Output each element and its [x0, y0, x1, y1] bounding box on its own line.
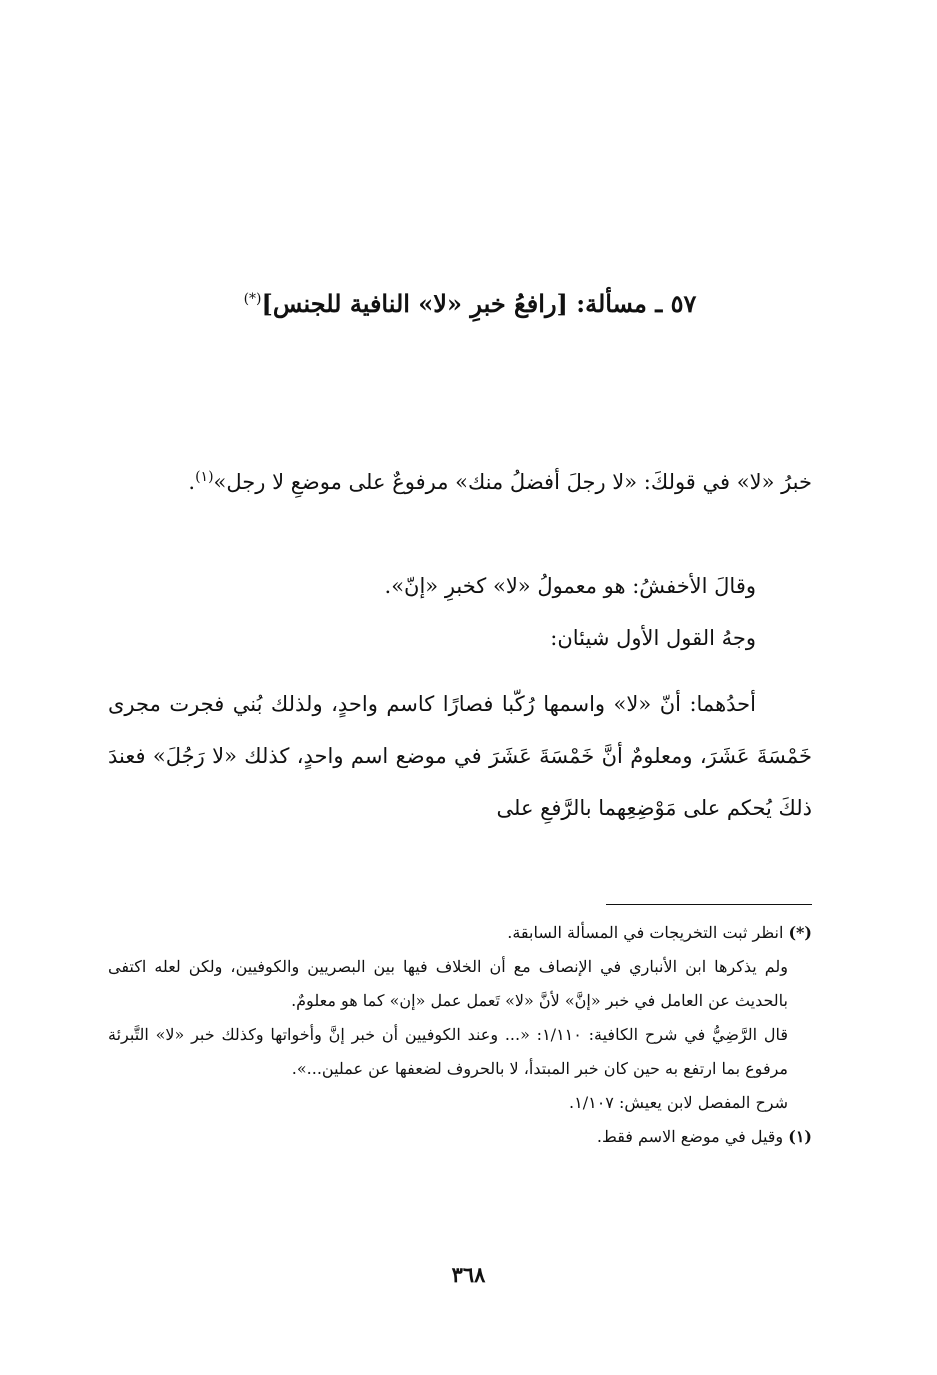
paragraph-first-view: وجهُ القول الأول شيئان: [550, 626, 756, 650]
footnote-star-mark: (*) [788, 923, 812, 942]
paragraph-akhfash: وقالَ الأخفشُ: هو معمولُ «لا» كخبرِ «إنّ». [384, 574, 756, 598]
paragraph-opening [108, 456, 812, 508]
footnote-1 [108, 1120, 812, 1154]
footnote-star-note-c: شرح المفصل لابن يعيش: ١/١٠٧. [569, 1093, 788, 1112]
paragraph-first-reason: أحدُهما: أنّ «لا» واسمها رُكّبا فصارًا كاسم واحدٍ، ولذلك بُني فجرت مجرى خَمْسَةَ عَشَرَ، ومعلومٌ أنَّ خَمْسَةَ عَشَرَ في موضع اسم واحدٍ، كذلك «لا رَجُلَ» فعندَ ذلكَ يُحكم على مَوْضِعِهما بالرَّفعِ على [108, 692, 812, 820]
heading-footnote-mark[interactable]: (*) [243, 291, 262, 307]
issue-heading [150, 284, 790, 324]
page-number: ٣٦٨ [451, 1262, 486, 1287]
footnotes-section [108, 916, 812, 1154]
footnote-star [108, 916, 812, 950]
paragraph-opening-text: خبرُ «لا» في قولكَ: «لا رجلَ أفضلُ منك» مرفوعٌ على موضعِ لا رجل» [213, 470, 812, 494]
footnote-1-text: وقيل في موضع الاسم فقط. [596, 1127, 784, 1146]
footnote-ref-1[interactable]: (١) [195, 469, 214, 485]
footnote-divider [606, 904, 812, 905]
footnote-1-mark: (١) [788, 1127, 812, 1146]
issue-title: [رافعُ خبرِ «لا» النافية للجنس] [261, 289, 568, 318]
footnote-star-note-b: قال الرَّضِيُّ في شرح الكافية: ١/١١٠: «... وعند الكوفيين أن خبر إنَّ وأخواتها وكذلك خبر «لا» التَّبرئة مرفوع بما ارتفع به حين كان خبر المبتدأ، لا بالحروف لضعفها عن عملين...». [108, 1025, 789, 1078]
footnote-star-text: انظر ثبت التخريجات في المسألة السابقة. [507, 923, 784, 942]
footnote-star-note-a: ولم يذكرها ابن الأنباري في الإنصاف مع أن الخلاف فيها بين البصريين والكوفيين، ولكن لعله اكتفى بالحديث عن العامل في خبر «إنَّ» لأنَّ «لا» تَعمل عمل «إن» كما هو معلومٌ. [108, 957, 788, 1010]
issue-number: ٥٧ ـ مسألة: [576, 289, 697, 318]
paragraph-opening-end: . [188, 470, 196, 494]
